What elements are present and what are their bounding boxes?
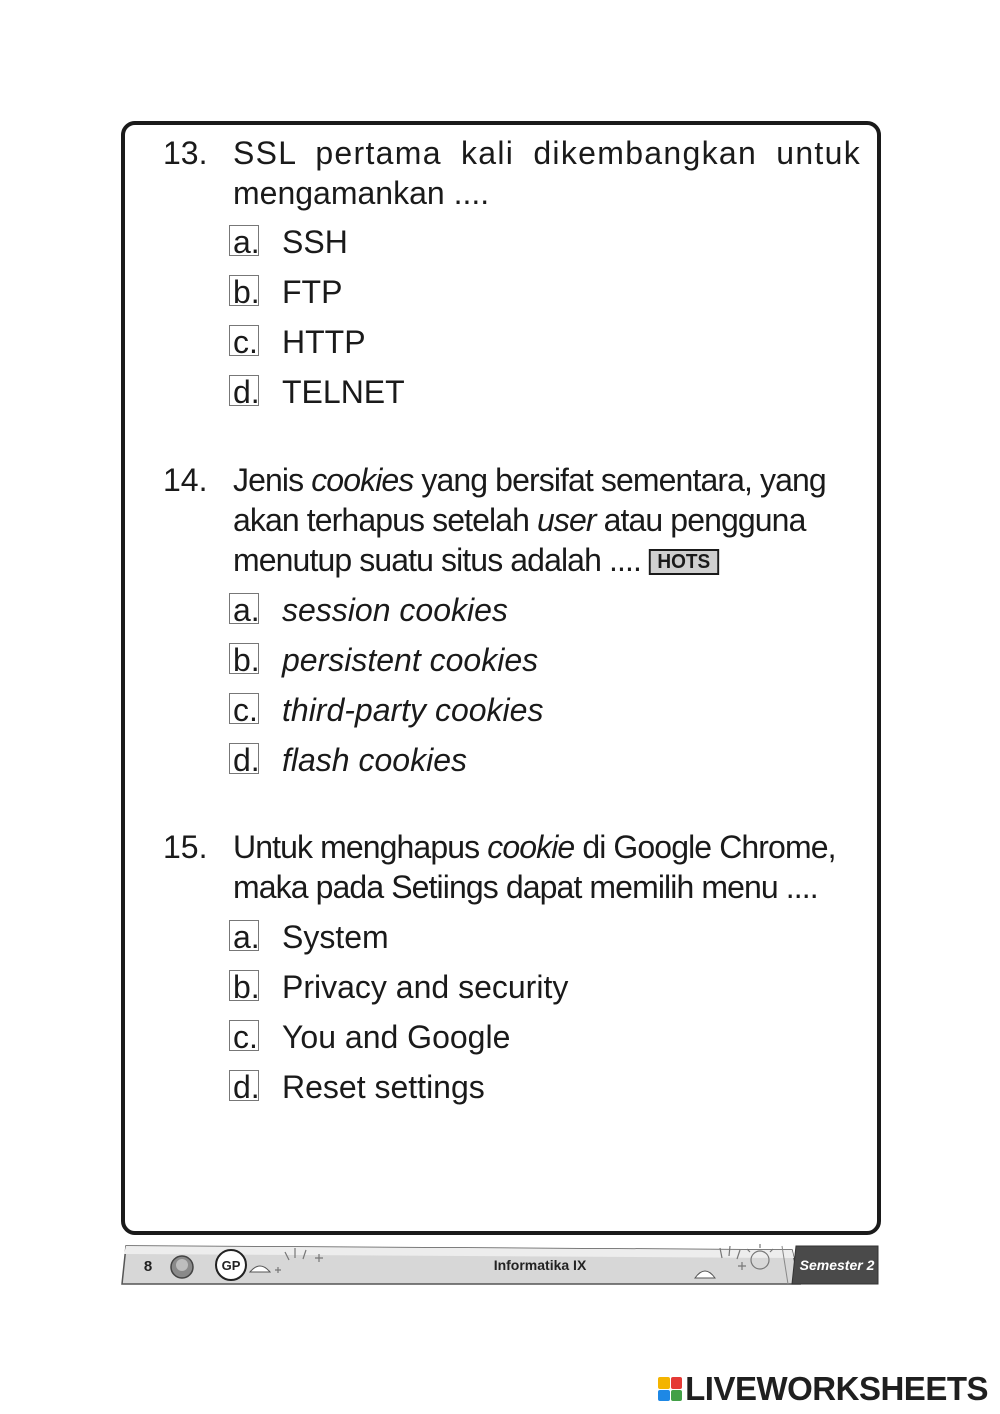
option-letter: b. xyxy=(233,642,260,678)
option-text: Privacy and security xyxy=(282,969,569,1005)
watermark-text: LIVEWORKSHEETS xyxy=(685,1370,988,1407)
option-letter: d. xyxy=(233,374,260,410)
stem-term: user xyxy=(536,502,596,538)
option-letter: d. xyxy=(233,742,260,778)
question-stem xyxy=(233,133,861,213)
stem-line: mengamankan .... xyxy=(233,175,490,211)
stem-line xyxy=(233,500,861,540)
stem-term: cookie xyxy=(487,829,575,865)
question-stem xyxy=(233,827,861,907)
option-letter: c. xyxy=(233,692,258,728)
question-number: 13. xyxy=(163,135,208,171)
option-text: FTP xyxy=(282,274,343,310)
footer-banner xyxy=(120,1240,882,1290)
stem-line: maka pada Setiings dapat memilih menu .... xyxy=(233,869,818,905)
stem-text: akan terhapus setelah xyxy=(233,502,537,538)
stem-text: di Google Chrome, xyxy=(574,829,836,865)
option-text: third-party cookies xyxy=(282,692,544,728)
stem-line xyxy=(233,540,861,580)
liveworksheets-watermark xyxy=(658,1370,988,1408)
option-text: SSH xyxy=(282,224,348,260)
stem-text: menutup suatu situs adalah .... xyxy=(233,542,641,578)
option-letter: b. xyxy=(233,969,260,1005)
stem-line xyxy=(233,460,861,500)
option-text: session cookies xyxy=(282,592,508,628)
book-title: Informatika IX xyxy=(493,1257,587,1273)
stem-term: cookies xyxy=(311,462,414,498)
option-text: HTTP xyxy=(282,324,366,360)
option-text: You and Google xyxy=(282,1019,511,1055)
stem-text: Untuk menghapus xyxy=(233,829,488,865)
question-stem xyxy=(233,460,861,580)
option-letter: c. xyxy=(233,324,258,360)
option-letter: a. xyxy=(233,224,260,260)
liveworksheets-logo-icon xyxy=(658,1377,682,1401)
option-text: System xyxy=(282,919,389,955)
option-letter: d. xyxy=(233,1069,260,1105)
question-number: 15. xyxy=(163,829,208,865)
option-letter: b. xyxy=(233,274,260,310)
option-text: Reset settings xyxy=(282,1069,485,1105)
question-number: 14. xyxy=(163,462,208,498)
stem-line xyxy=(233,827,861,867)
option-letter: a. xyxy=(233,592,260,628)
option-text: persistent cookies xyxy=(282,642,539,678)
publisher-logo: GP xyxy=(221,1258,241,1273)
page-number: 8 xyxy=(143,1258,153,1275)
option-text: TELNET xyxy=(282,374,405,410)
hots-badge: HOTS xyxy=(649,549,719,575)
stem-text: yang bersifat sementara, yang xyxy=(413,462,826,498)
semester-label: Semester 2 xyxy=(799,1257,875,1273)
stem-text: atau pengguna xyxy=(595,502,806,538)
stem-line: SSL pertama kali dikembangkan untuk xyxy=(233,135,861,171)
option-letter: c. xyxy=(233,1019,258,1055)
stem-text: Jenis xyxy=(233,462,312,498)
option-letter: a. xyxy=(233,919,260,955)
option-text: flash cookies xyxy=(282,742,467,778)
